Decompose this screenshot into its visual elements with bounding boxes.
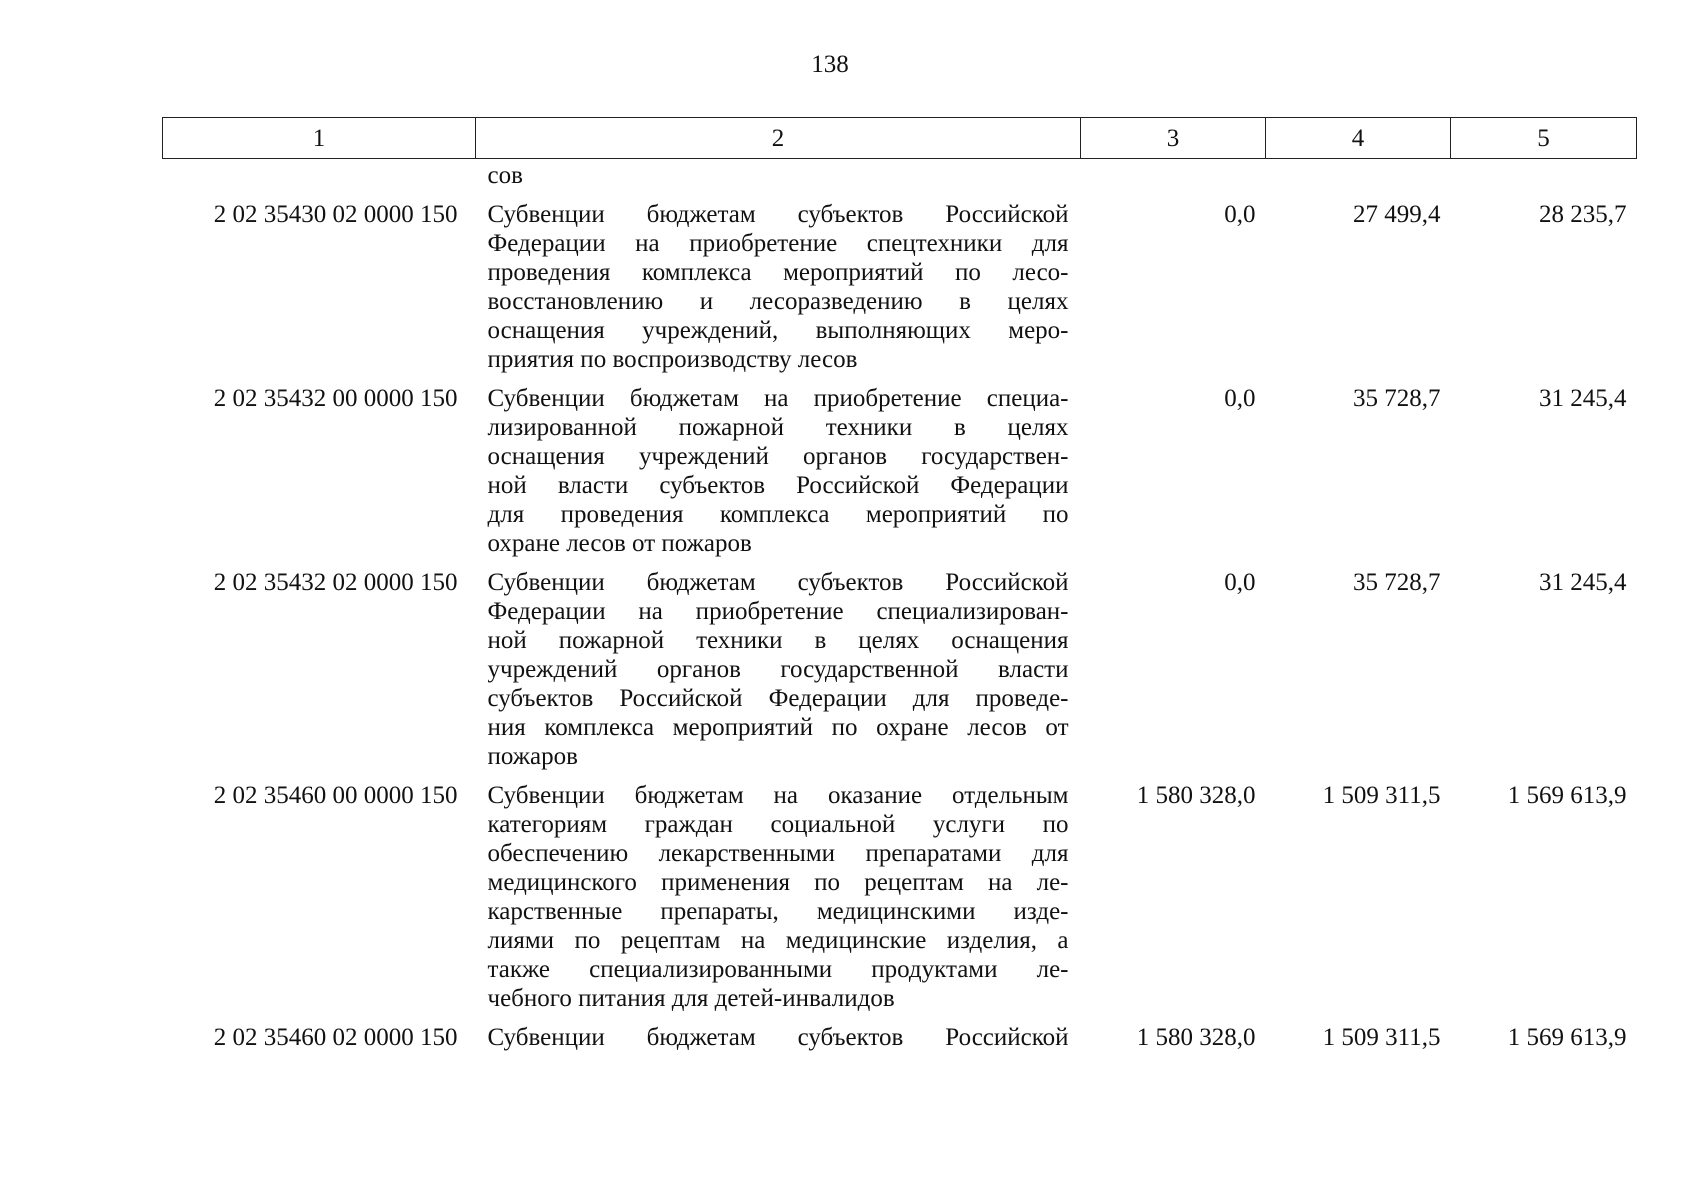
description-line: медицинского применения по рецептам на ле- <box>487 869 1069 896</box>
amount-col3: 0,0 <box>1224 201 1256 228</box>
description-line: обеспечению лекарственными препаратами для <box>487 840 1069 867</box>
table-row <box>163 568 1637 781</box>
description-line: пожаров <box>487 743 578 770</box>
description-line: учреждений органов государственной власти <box>487 656 1069 683</box>
table-body <box>163 159 1637 1063</box>
amount-col5: 1 569 613,9 <box>1507 1024 1627 1051</box>
amount-col4: 35 728,7 <box>1353 385 1441 412</box>
description-line: ния комплекса мероприятий по охране лесов от <box>487 714 1069 741</box>
description-line: восстановлению и лесоразведению в целях <box>487 288 1069 315</box>
amount-col5: 31 245,4 <box>1539 569 1627 596</box>
description-line: ной власти субъектов Российской Федерации <box>487 472 1069 499</box>
amount-col3: 1 580 328,0 <box>1136 782 1256 809</box>
continuation-col3-cell <box>1081 159 1266 201</box>
description-line: оснащения учреждений органов государствен- <box>487 443 1069 470</box>
header-col-5: 5 <box>1451 118 1637 159</box>
amount-col5: 1 569 613,9 <box>1507 782 1627 809</box>
description-line: Субвенции бюджетам субъектов Российской <box>487 201 1069 228</box>
table-row <box>163 1023 1637 1062</box>
description-line: карственные препараты, медицинскими изде- <box>487 898 1069 925</box>
continuation-code-cell <box>163 159 476 201</box>
description-line: оснащения учреждений, выполняющих меро- <box>487 317 1069 344</box>
description <box>476 384 1081 568</box>
description-line: Субвенции бюджетам на оказание отдельным <box>487 782 1069 809</box>
amount-col3: 1 580 328,0 <box>1136 1024 1256 1051</box>
amount-col5: 31 245,4 <box>1539 385 1627 412</box>
continuation-row <box>163 159 1637 201</box>
header-col-2: 2 <box>476 118 1081 159</box>
description-line: также специализированными продуктами ле- <box>487 956 1069 983</box>
amount-col4: 1 509 311,5 <box>1322 1024 1441 1051</box>
description-line: чебного питания для детей-инвалидов <box>487 985 895 1012</box>
description-line: Федерации на приобретение спецтехники для <box>487 230 1069 257</box>
description-line: проведения комплекса мероприятий по лесо- <box>487 259 1069 286</box>
description <box>476 568 1081 781</box>
continuation-col5-cell <box>1451 159 1637 201</box>
budget-code: 2 02 35460 02 0000 150 <box>213 1024 458 1051</box>
description-line: приятия по воспроизводству лесов <box>487 346 858 373</box>
budget-code: 2 02 35432 02 0000 150 <box>213 569 458 596</box>
header-row <box>163 118 1637 159</box>
continuation-text: сов <box>487 162 523 189</box>
table-header <box>163 118 1637 159</box>
table-row <box>163 200 1637 384</box>
page-number: 138 <box>811 51 849 78</box>
budget-code: 2 02 35430 02 0000 150 <box>213 201 458 228</box>
description-line: лиями по рецептам на медицинские изделия, а <box>487 927 1069 954</box>
amount-col3: 0,0 <box>1224 569 1256 596</box>
budget-table <box>162 117 1637 1062</box>
description <box>476 1023 1081 1062</box>
header-col-3: 3 <box>1081 118 1266 159</box>
description-line: субъектов Российской Федерации для проведе- <box>487 685 1069 712</box>
description-line: для проведения комплекса мероприятий по <box>487 501 1069 528</box>
header-col-1: 1 <box>163 118 476 159</box>
description-line: охране лесов от пожаров <box>487 530 752 557</box>
amount-col4: 35 728,7 <box>1353 569 1441 596</box>
description <box>476 200 1081 384</box>
budget-code: 2 02 35460 00 0000 150 <box>213 782 458 809</box>
amount-col3: 0,0 <box>1224 385 1256 412</box>
table-row <box>163 384 1637 568</box>
description-line: Федерации на приобретение специализирован- <box>487 598 1069 625</box>
amount-col4: 27 499,4 <box>1353 201 1441 228</box>
description-line: лизированной пожарной техники в целях <box>487 414 1069 441</box>
continuation-col4-cell <box>1266 159 1451 201</box>
table-row <box>163 781 1637 1023</box>
amount-col4: 1 509 311,5 <box>1322 782 1441 809</box>
description-line: Субвенции бюджетам на приобретение специа- <box>487 385 1069 412</box>
description <box>476 781 1081 1023</box>
description-line: ной пожарной техники в целях оснащения <box>487 627 1069 654</box>
description-line: категориям граждан социальной услуги по <box>487 811 1069 838</box>
description-line: Субвенции бюджетам субъектов Российской <box>487 569 1069 596</box>
header-col-4: 4 <box>1266 118 1451 159</box>
budget-code: 2 02 35432 00 0000 150 <box>213 385 458 412</box>
description-line: Субвенции бюджетам субъектов Российской <box>487 1024 1069 1051</box>
amount-col5: 28 235,7 <box>1539 201 1627 228</box>
